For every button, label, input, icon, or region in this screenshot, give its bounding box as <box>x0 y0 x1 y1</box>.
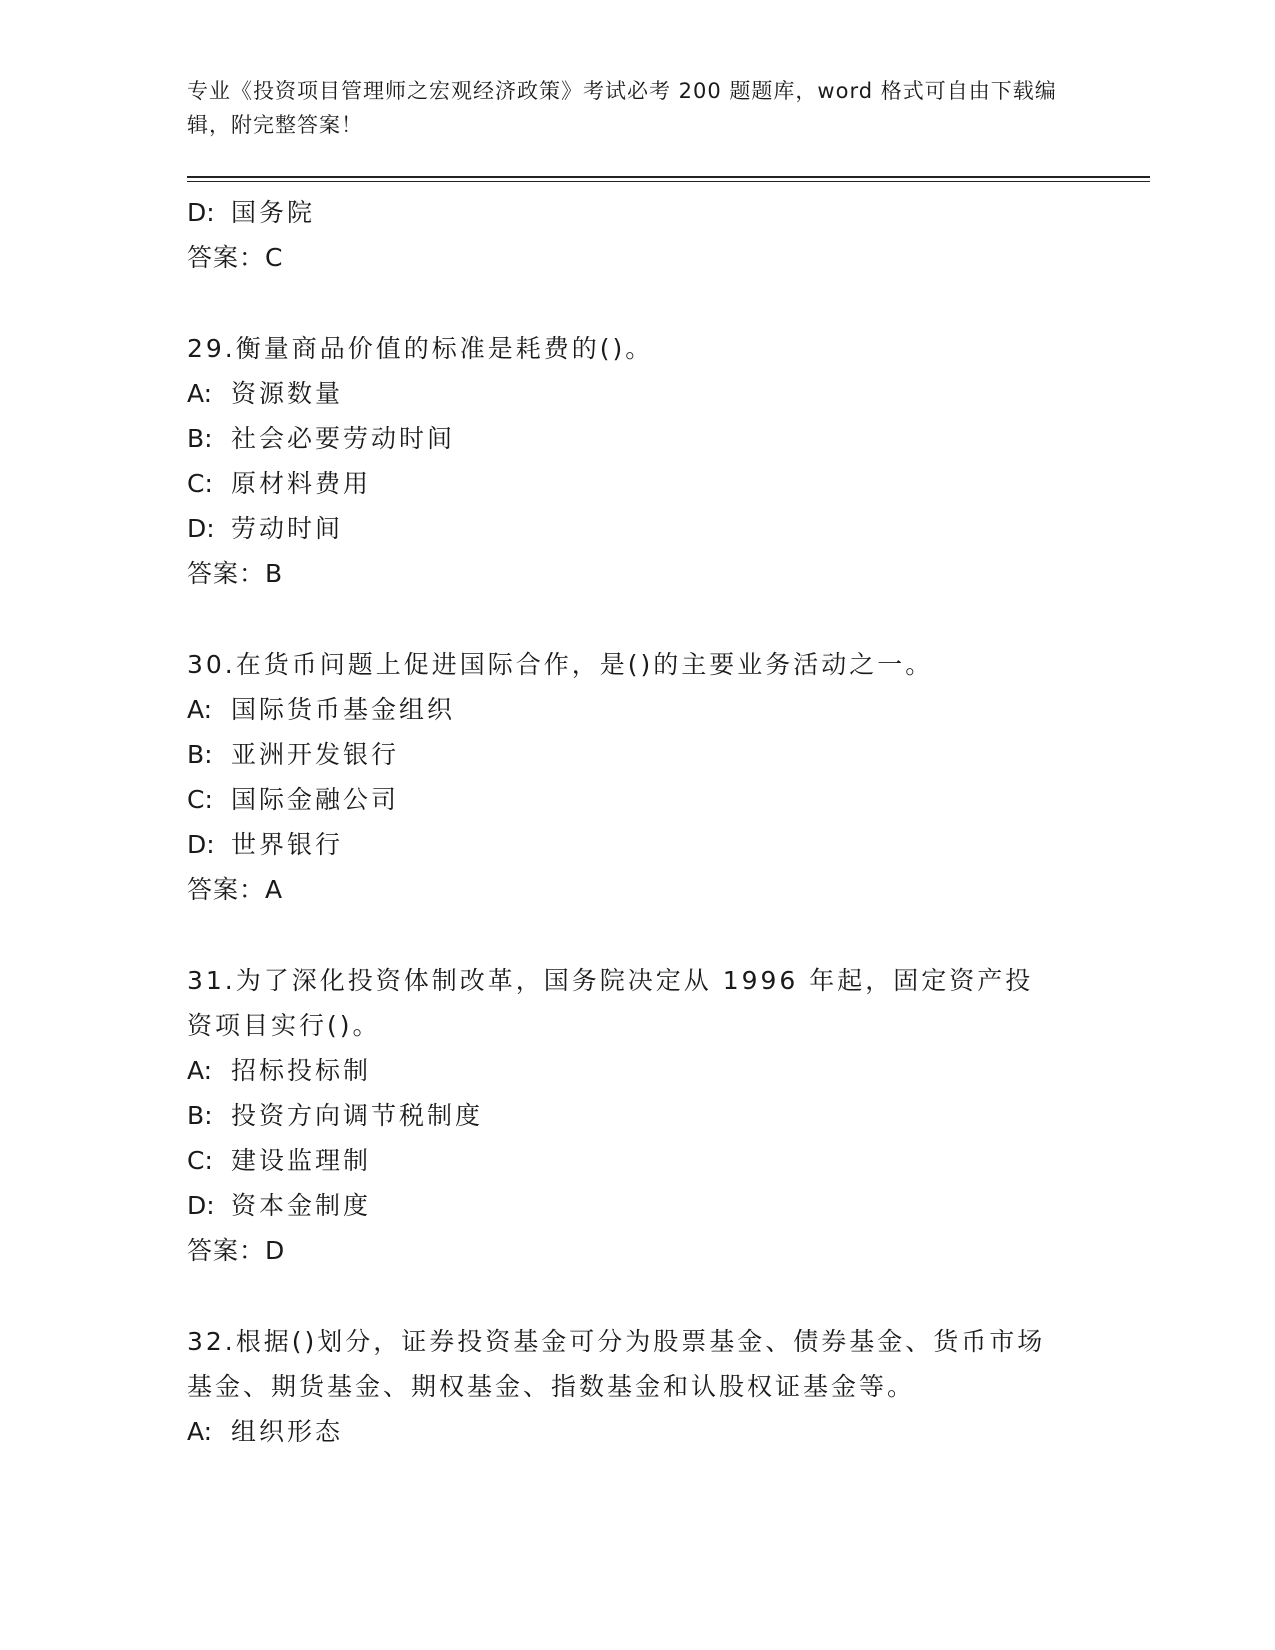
answer-line: 答案：A <box>187 875 284 904</box>
option-letter: C: <box>187 1146 213 1175</box>
document-header-title: 专业《投资项目管理师之宏观经济政策》考试必考 200 题题库，word 格式可自由下载编辑，附完整答案！ <box>187 79 1057 137</box>
option-text: 国际货币基金组织 <box>231 695 456 724</box>
option-text: 世界银行 <box>231 830 344 859</box>
option-line <box>187 687 1087 732</box>
option-text: 国际金融公司 <box>231 785 400 814</box>
option-line <box>187 1093 1087 1138</box>
option-letter: B: <box>187 424 213 453</box>
option-letter: D: <box>187 1191 215 1220</box>
header-rule-thin <box>187 181 1150 182</box>
question-stem: 30.在货币问题上促进国际合作，是()的主要业务活动之一。 <box>187 650 934 679</box>
option-line <box>187 777 1087 822</box>
question-stem: 29.衡量商品价值的标准是耗费的()。 <box>187 334 654 363</box>
option-text: 原材料费用 <box>231 469 372 498</box>
option-line <box>187 1138 1087 1183</box>
option-letter: A: <box>187 1417 213 1446</box>
option-letter: A: <box>187 1056 213 1085</box>
option-line <box>187 506 1087 551</box>
option-text: 资源数量 <box>231 379 344 408</box>
option-text: 亚洲开发银行 <box>231 740 400 769</box>
question-list <box>187 190 1087 1454</box>
option-line <box>187 1183 1087 1228</box>
option-text: 建设监理制 <box>231 1146 372 1175</box>
option-text: 招标投标制 <box>231 1056 372 1085</box>
option-text: 劳动时间 <box>231 514 344 543</box>
question-stem: 31.为了深化投资体制改革，国务院决定从 1996 年起，固定资产投资项目实行()。 <box>187 966 1034 1040</box>
question-stem: 32.根据()划分，证券投资基金可分为股票基金、债券基金、货币市场基金、期货基金、期权基金、指数基金和认股权证基金等。 <box>187 1327 1046 1401</box>
option-letter: C: <box>187 785 213 814</box>
option-line <box>187 190 1087 235</box>
header-rule-thick <box>187 176 1150 178</box>
option-text: 国务院 <box>231 198 316 227</box>
option-text: 组织形态 <box>231 1417 344 1446</box>
answer-line: 答案：D <box>187 1236 286 1265</box>
option-line <box>187 371 1087 416</box>
option-text: 资本金制度 <box>231 1191 372 1220</box>
answer-line: 答案：C <box>187 243 284 272</box>
option-letter: B: <box>187 740 213 769</box>
option-text: 社会必要劳动时间 <box>231 424 456 453</box>
option-letter: A: <box>187 695 213 724</box>
option-line <box>187 732 1087 777</box>
option-letter: D: <box>187 830 215 859</box>
option-line <box>187 416 1087 461</box>
option-text: 投资方向调节税制度 <box>231 1101 484 1130</box>
answer-line: 答案：B <box>187 559 284 588</box>
option-line <box>187 1409 1087 1454</box>
option-letter: A: <box>187 379 213 408</box>
option-line <box>187 822 1087 867</box>
option-line <box>187 1048 1087 1093</box>
option-letter: C: <box>187 469 213 498</box>
option-letter: B: <box>187 1101 213 1130</box>
option-letter: D: <box>187 198 215 227</box>
option-letter: D: <box>187 514 215 543</box>
option-line <box>187 461 1087 506</box>
